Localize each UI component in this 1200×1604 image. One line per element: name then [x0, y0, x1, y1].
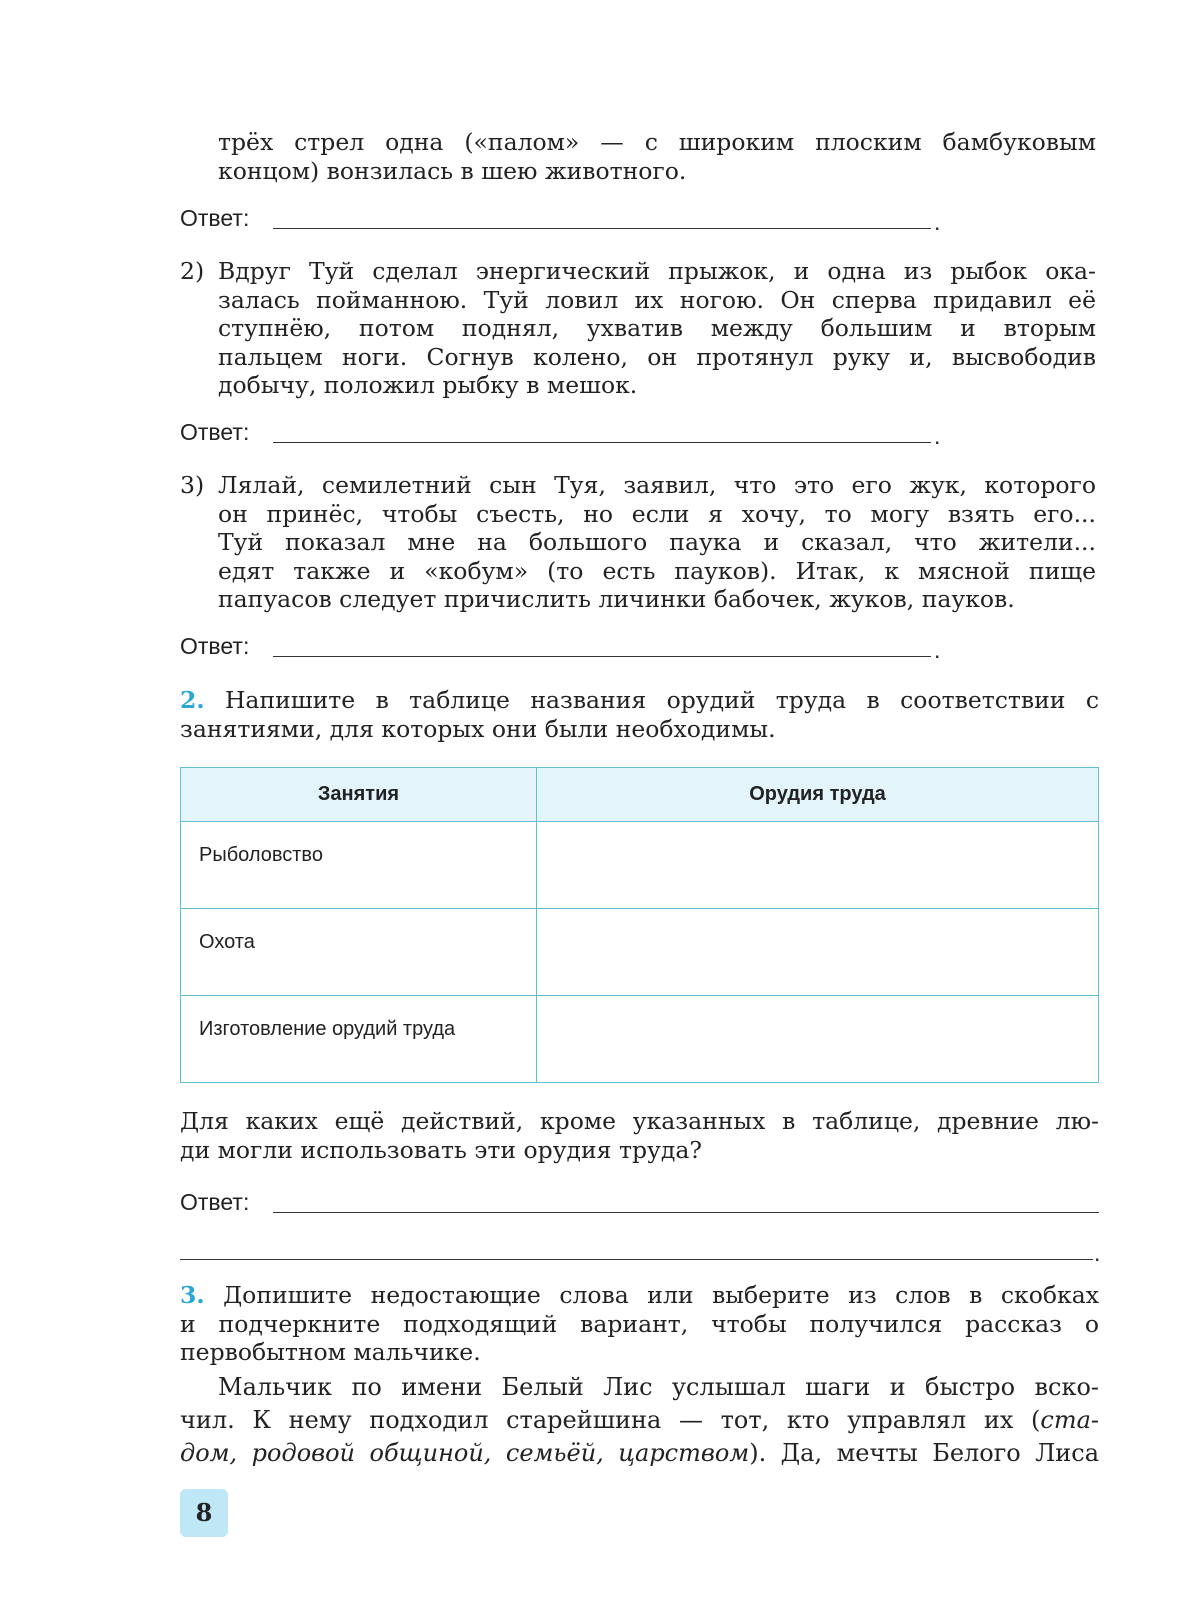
text-fragment: ста- — [1040, 1406, 1099, 1434]
story-line — [180, 1437, 1099, 1470]
text-line: Вдруг Туй сделал энергический прыжок, и одна из рыбок ока- — [218, 257, 1096, 285]
text-line — [180, 1281, 1099, 1310]
item-number-2: 2) — [180, 257, 205, 285]
row-label: Рыболовство — [181, 822, 537, 909]
table-header-row — [181, 768, 1099, 822]
table-row — [181, 996, 1099, 1083]
text-line: трёх стрел одна («палом» — с широким плоским бамбуковым — [218, 128, 1096, 156]
text-fragment: ). Да, мечты Белого Лиса — [749, 1439, 1099, 1467]
text-line: занятиями, для которых они были необходимы. — [180, 714, 776, 743]
text-line: он принёс, чтобы съесть, но если я хочу, то могу взять его... — [218, 499, 1096, 528]
text-fragment: Напишите в таблице названия орудий труда в соответствии с — [224, 686, 1099, 714]
header-activity: Занятия — [181, 768, 537, 822]
text-line: ступнёю, потом поднял, ухватив между большим и вторым — [218, 314, 1096, 342]
item2-text — [218, 257, 1096, 400]
answer-field-2[interactable] — [273, 442, 931, 443]
item3-text — [218, 471, 1096, 614]
answer-cell[interactable] — [537, 909, 1099, 996]
text-line: Для каких ещё действий, кроме указанных в таблице, древние лю- — [180, 1107, 1099, 1135]
answer-dot: . — [1094, 1240, 1101, 1266]
text-fragment: Допишите недостающие слова или выберите из слов в скобках — [223, 1281, 1099, 1309]
answer-dot: . — [934, 423, 941, 449]
text-line: ди могли использовать эти орудия труда? — [180, 1135, 702, 1164]
task2-instructions — [180, 686, 1099, 743]
text-line: первобытном мальчике. — [180, 1338, 481, 1366]
text-line: добычу, положил рыбку в мешок. — [218, 371, 638, 399]
answer-field-4-line2[interactable] — [180, 1259, 1093, 1260]
task2-question — [180, 1107, 1099, 1164]
answer-cell[interactable] — [537, 996, 1099, 1083]
answer-label-3: Ответ: — [180, 633, 250, 659]
text-line: залась пойманною. Туй ловил их ногою. Он сперва придавил её — [218, 285, 1096, 314]
header-tools: Орудия труда — [537, 768, 1099, 822]
story-line — [180, 1404, 1099, 1437]
text-line: Лялай, семилетний сын Туя, заявил, что это его жук, которого — [218, 471, 1096, 499]
answer-cell[interactable] — [537, 822, 1099, 909]
story-line: Мальчик по имени Белый Лис услышал шаги и быстро вско- — [218, 1373, 1099, 1401]
text-line: пальцем ноги. Согнув колено, он протянул руку и, высвободив — [218, 342, 1096, 371]
answer-label-4: Ответ: — [180, 1189, 250, 1215]
answer-field-4[interactable] — [273, 1212, 1099, 1213]
text-fragment: дом, родовой общиной, семьёй, царством — [180, 1439, 750, 1467]
answer-dot: . — [934, 637, 941, 663]
text-fragment: чил. К нему подходил старейшина — тот, кто управлял их ( — [180, 1406, 1041, 1434]
text-line: и подчеркните подходящий вариант, чтобы получился рассказ о — [180, 1309, 1099, 1338]
task-number-2: 2. — [180, 686, 205, 714]
item-number-3: 3) — [180, 471, 205, 499]
table-row — [181, 822, 1099, 909]
answer-dot: . — [934, 209, 941, 235]
item1-text — [218, 128, 1096, 185]
text-line: Туй показал мне на большого паука и сказал, что жители... — [218, 528, 1096, 556]
answer-label-1: Ответ: — [180, 205, 250, 231]
task3-story — [180, 1371, 1099, 1470]
answer-label-2: Ответ: — [180, 419, 250, 445]
answer-field-3[interactable] — [273, 656, 931, 657]
task-number-3: 3. — [180, 1281, 205, 1309]
page-number: 8 — [180, 1489, 228, 1537]
row-label: Охота — [181, 909, 537, 996]
table-row — [181, 909, 1099, 996]
text-line: папуасов следует причислить личинки бабочек, жуков, пауков. — [218, 585, 1015, 613]
text-line — [180, 686, 1099, 715]
text-line: концом) вонзилась в шею животного. — [218, 156, 687, 185]
row-label: Изготовление орудий труда — [181, 996, 537, 1083]
answer-field-1[interactable] — [273, 228, 931, 229]
task3-instructions — [180, 1281, 1099, 1367]
tools-table — [180, 767, 1099, 1083]
text-line: едят также и «кобум» (то есть пауков). Итак, к мясной пище — [218, 556, 1096, 585]
